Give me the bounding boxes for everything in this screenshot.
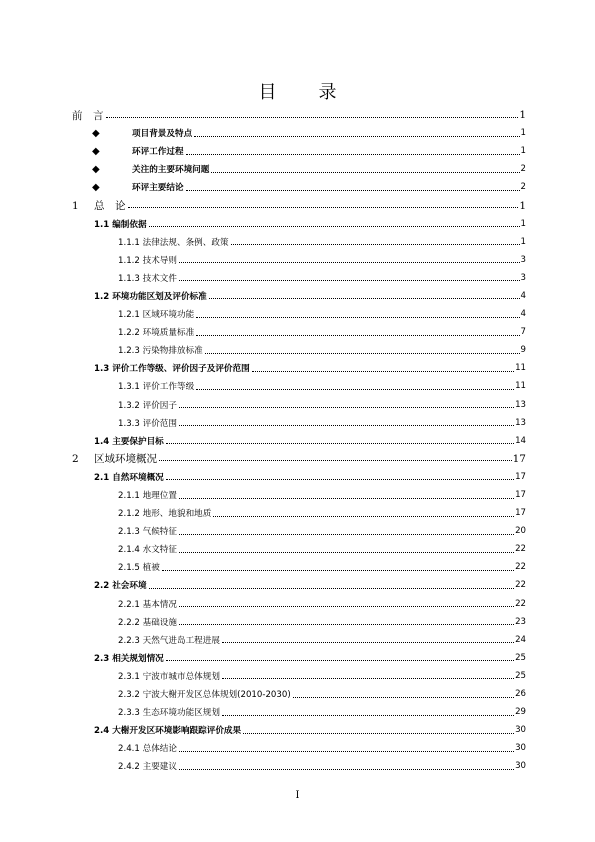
page-number: I: [295, 790, 300, 801]
toc-entry-label: [72, 198, 127, 213]
toc-entry[interactable]: [72, 233, 526, 251]
dot-leader: [179, 612, 514, 625]
toc-entry[interactable]: [72, 341, 526, 359]
toc-entry-page-number: 4: [520, 290, 526, 301]
toc-entry[interactable]: [72, 522, 526, 540]
toc-entry-page-number: 1: [519, 199, 526, 212]
toc-entry[interactable]: [72, 649, 526, 667]
toc-entry[interactable]: [72, 540, 526, 558]
dot-leader: [179, 486, 514, 499]
dot-leader: [186, 142, 520, 155]
toc-entry-page-number: 22: [515, 598, 526, 609]
diamond-bullet-icon: ◆: [92, 145, 100, 157]
toc-entry-label: 2.2.2 基础设施: [118, 617, 177, 628]
toc-entry-label: 1.3.1 评价工作等级: [118, 382, 195, 393]
toc-entry-page-number: 22: [515, 580, 526, 591]
dot-leader: [179, 395, 514, 408]
toc-entry-page-number: 2: [520, 182, 526, 193]
toc-entry-label: 2.1 自然环境概况: [94, 472, 164, 483]
toc-entry-label: 1.2.1 区域环境功能: [118, 310, 195, 321]
toc-entry-label: 2.1.5 植被: [118, 563, 160, 574]
toc-entry[interactable]: [72, 323, 526, 341]
toc-entry[interactable]: [72, 396, 526, 414]
toc-entry-page-number: 1: [520, 128, 526, 139]
toc-entry-label: 1.4 主要保护目标: [94, 436, 164, 447]
dot-leader: [166, 431, 514, 444]
dot-leader: [222, 703, 514, 716]
toc-entry-label: 2.4 大榭开发区环境影响跟踪评价成果: [94, 726, 242, 737]
toc-entry-label: 2.1.2 地形、地貌和地质: [118, 509, 212, 520]
diamond-bullet-icon: ◆: [92, 163, 100, 175]
toc-entry-page-number: 30: [515, 761, 526, 772]
table-of-contents: [72, 106, 526, 775]
toc-entry-label: 1.3.2 评价因子: [118, 400, 177, 411]
toc-entry[interactable]: [72, 576, 526, 594]
toc-entry[interactable]: [72, 721, 526, 739]
toc-entry-page-number: 11: [515, 381, 526, 392]
toc-entry[interactable]: [72, 196, 526, 214]
toc-entry-label: 2.3.1 宁波市城市总体规划: [118, 671, 220, 682]
dot-leader: [213, 504, 514, 517]
toc-entry[interactable]: [72, 631, 526, 649]
toc-entry-page-number: 17: [515, 508, 526, 519]
toc-entry-page-number: 20: [515, 526, 526, 537]
toc-entry-label: 项目背景及特点: [132, 129, 193, 140]
toc-entry-label: 2.4.2 主要建议: [118, 762, 177, 773]
toc-entry-page-number: 17: [512, 452, 526, 465]
toc-entry-page-number: 22: [515, 544, 526, 555]
toc-entry[interactable]: [72, 504, 526, 522]
toc-entry[interactable]: [72, 757, 526, 775]
toc-entry-page-number: 13: [515, 417, 526, 428]
dot-leader: [179, 268, 520, 281]
toc-entry-page-number: 25: [515, 670, 526, 681]
toc-entry[interactable]: [72, 613, 526, 631]
toc-entry[interactable]: [72, 685, 526, 703]
chapter-title: 总 论: [94, 200, 126, 213]
dot-leader: [252, 359, 514, 372]
toc-entry-page-number: 2: [520, 164, 526, 175]
chapter-title: 区域环境概况: [94, 453, 157, 466]
toc-entry-label: 1.1.1 法律法规、条例、政策: [118, 237, 229, 248]
toc-entry[interactable]: [72, 251, 526, 269]
toc-entry[interactable]: [72, 215, 526, 233]
toc-entry-page-number: 14: [515, 435, 526, 446]
dot-leader: [293, 685, 514, 698]
page-title: 目 录: [258, 82, 349, 103]
toc-entry-page-number: 30: [515, 743, 526, 754]
dot-leader: [179, 739, 514, 752]
toc-entry-page-number: 11: [515, 363, 526, 374]
toc-entry-label: 2.2 社会环境: [94, 581, 147, 592]
toc-entry-label: 环评工作过程: [132, 147, 184, 158]
dot-leader: [149, 576, 514, 589]
dot-leader: [106, 105, 519, 118]
dot-leader: [166, 467, 514, 480]
toc-entry[interactable]: [72, 558, 526, 576]
toc-entry[interactable]: [72, 287, 526, 305]
toc-entry-label: 2.2.3 天然气进岛工程进展: [118, 635, 220, 646]
toc-entry[interactable]: [72, 178, 526, 196]
toc-entry[interactable]: [72, 595, 526, 613]
dot-leader: [162, 558, 514, 571]
dot-leader: [211, 160, 519, 173]
toc-entry[interactable]: [72, 269, 526, 287]
toc-entry-page-number: 29: [515, 707, 526, 718]
toc-entry-page-number: 17: [515, 490, 526, 501]
dot-leader: [179, 413, 514, 426]
toc-entry[interactable]: [72, 359, 526, 377]
diamond-bullet-icon: ◆: [92, 181, 100, 193]
toc-entry[interactable]: [72, 667, 526, 685]
toc-entry[interactable]: [72, 305, 526, 323]
toc-entry-label: 1.2 环境功能区划及评价标准: [94, 291, 207, 302]
toc-entry-label: [72, 451, 158, 466]
dot-leader: [209, 286, 520, 299]
toc-entry-page-number: 17: [515, 471, 526, 482]
dot-leader: [196, 305, 519, 318]
dot-leader: [179, 540, 514, 553]
dot-leader: [159, 448, 512, 461]
toc-entry[interactable]: [72, 377, 526, 395]
dot-leader: [196, 377, 514, 390]
toc-entry-page-number: 1: [520, 236, 526, 247]
toc-entry-label: 前 言: [72, 109, 104, 122]
toc-entry[interactable]: [72, 703, 526, 721]
toc-entry-label: 2.3.2 宁波大榭开发区总体规划(2010-2030): [118, 690, 291, 701]
dot-leader: [128, 195, 519, 208]
chapter-number: 2: [72, 453, 79, 466]
toc-entry-page-number: 26: [515, 689, 526, 700]
diamond-bullet-icon: ◆: [92, 127, 100, 139]
dot-leader: [243, 721, 514, 734]
toc-entry-page-number: 24: [515, 634, 526, 645]
toc-entry-page-number: 9: [520, 345, 526, 356]
toc-entry-label: 2.1.3 气候特征: [118, 527, 177, 538]
toc-entry-page-number: 30: [515, 725, 526, 736]
toc-entry-page-number: 1: [520, 218, 526, 229]
toc-entry-label: 2.1.4 水文特征: [118, 545, 177, 556]
dot-leader: [222, 666, 514, 679]
toc-entry[interactable]: [72, 486, 526, 504]
toc-entry-label: 2.1.1 地理位置: [118, 491, 177, 502]
toc-entry-label: 1.2.3 污染物排放标准: [118, 346, 203, 357]
dot-leader: [194, 124, 519, 137]
dot-leader: [166, 648, 514, 661]
toc-entry-label: 2.4.1 总体结论: [118, 744, 177, 755]
toc-entry-page-number: 1: [519, 109, 526, 122]
toc-entry-label: 环评主要结论: [132, 183, 184, 194]
toc-entry[interactable]: [72, 432, 526, 450]
toc-entry-page-number: 4: [520, 309, 526, 320]
toc-entry[interactable]: [72, 414, 526, 432]
toc-entry[interactable]: [72, 468, 526, 486]
toc-entry-page-number: 1: [520, 146, 526, 157]
toc-entry-label: 1.1 编制依据: [94, 219, 147, 230]
toc-entry-page-number: 22: [515, 562, 526, 573]
toc-entry[interactable]: [72, 160, 526, 178]
toc-entry-page-number: 3: [520, 272, 526, 283]
toc-entry-label: 1.1.3 技术文件: [118, 273, 177, 284]
dot-leader: [149, 214, 520, 227]
dot-leader: [205, 341, 520, 354]
toc-entry-page-number: 7: [520, 327, 526, 338]
toc-entry-label: 1.2.2 环境质量标准: [118, 328, 195, 339]
dot-leader: [186, 178, 520, 191]
toc-entry-page-number: 13: [515, 399, 526, 410]
toc-entry-label: 2.3 相关规划情况: [94, 653, 164, 664]
toc-entry-label: 2.3.3 生态环境功能区规划: [118, 708, 220, 719]
dot-leader: [179, 522, 514, 535]
toc-entry[interactable]: [72, 142, 526, 160]
dot-leader: [179, 757, 514, 770]
toc-entry-page-number: 3: [520, 254, 526, 265]
toc-entry[interactable]: [72, 739, 526, 757]
toc-entry-label: 关注的主要环境问题: [132, 165, 210, 176]
toc-entry-label: 2.2.1 基本情况: [118, 599, 177, 610]
dot-leader: [179, 594, 514, 607]
toc-entry[interactable]: [72, 450, 526, 468]
dot-leader: [196, 323, 519, 336]
toc-entry-page-number: 25: [515, 652, 526, 663]
toc-entry[interactable]: [72, 106, 526, 124]
dot-leader: [179, 250, 520, 263]
dot-leader: [231, 232, 520, 245]
toc-entry-label: 1.1.2 技术导则: [118, 255, 177, 266]
toc-entry-page-number: 23: [515, 616, 526, 627]
toc-entry[interactable]: [72, 124, 526, 142]
dot-leader: [222, 630, 514, 643]
toc-entry-label: 1.3 评价工作等级、评价因子及评价范围: [94, 364, 250, 375]
toc-entry-label: 1.3.3 评价范围: [118, 418, 177, 429]
chapter-number: 1: [72, 200, 79, 213]
